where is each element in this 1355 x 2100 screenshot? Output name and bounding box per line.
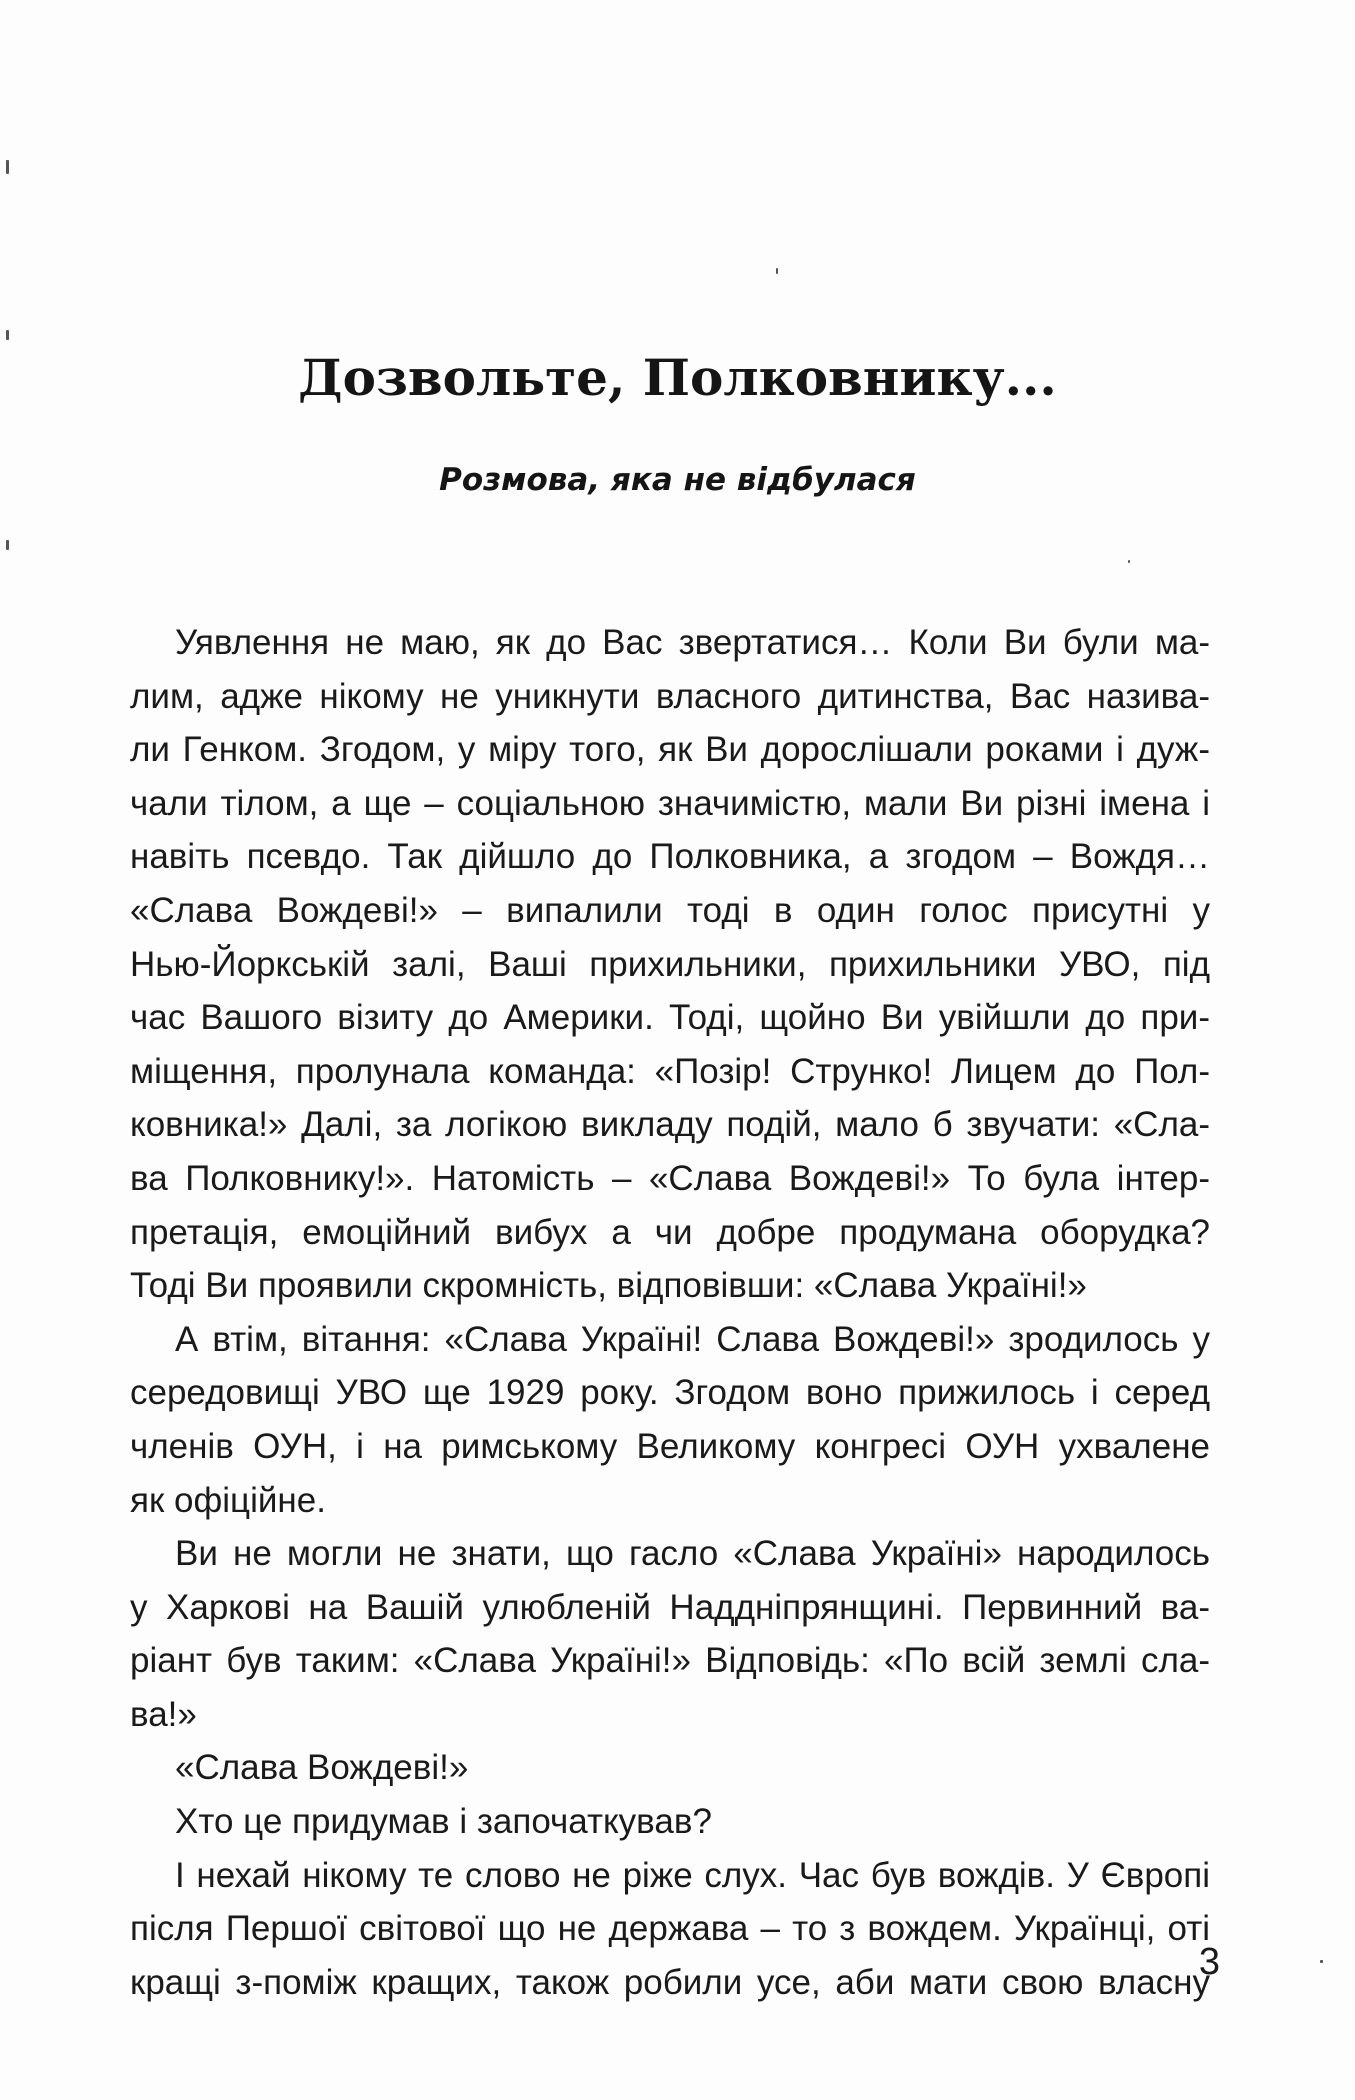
chapter-title: Дозвольте, Полковнику... — [298, 348, 1057, 407]
text-line: «Слава Вождеві!» – випалили тоді в один голос присутні у — [130, 890, 1210, 930]
scan-speck — [1320, 1960, 1323, 1963]
text-line: ковника!» Далі, за логікою викладу подій, мало б звучати: «Сла- — [130, 1105, 1210, 1145]
text-line: у Харкові на Вашій улюбленій Наддніпрянщині. Первинний ва- — [130, 1587, 1210, 1627]
scan-speck — [6, 160, 9, 174]
text-line: ріант був таким: «Слава Україні!» Відповідь: «По всій землі сла- — [130, 1641, 1210, 1681]
text-line: «Слава Вождеві!» — [175, 1748, 469, 1788]
text-line: членів ОУН, і на римському Великому конгресі ОУН ухвалене — [130, 1426, 1210, 1466]
text-line: міщення, пролунала команда: «Позір! Струнко! Лицем до Пол- — [130, 1051, 1210, 1091]
text-line: ва!» — [130, 1694, 197, 1734]
text-line: ва Полковнику!». Натомість – «Слава Вождеві!» То була інтер- — [130, 1158, 1210, 1198]
chapter-subtitle: Розмова, яка не відбулася — [439, 462, 916, 498]
text-line: Уявлення не маю, як до Вас звертатися… Коли Ви були ма- — [175, 623, 1210, 662]
scan-speck — [6, 330, 9, 340]
text-line: після Першої світової що не держава – то з вождем. Українці, оті — [130, 1909, 1210, 1949]
text-line: ли Генком. Згодом, у міру того, як Ви дорослішали роками і дуж- — [130, 730, 1210, 770]
scan-speck — [776, 268, 778, 274]
text-line: претація, емоційний вибух а чи добре продумана оборудка? — [130, 1212, 1210, 1252]
text-line: середовищі УВО ще 1929 року. Згодом воно прижилось і серед — [130, 1373, 1210, 1413]
text-line: Ви не могли не знати, що гасло «Слава Україні» народилось — [175, 1534, 1210, 1574]
text-line: Тоді Ви проявили скромність, відповівши: «Слава Україні!» — [130, 1266, 1087, 1306]
text-line: навіть псевдо. Так дійшло до Полковника, а згодом – Вождя… — [130, 837, 1210, 877]
text-line: кращі з-поміж кращих, також робили усе, аби мати свою власну — [130, 1962, 1210, 2002]
text-line: як офіційне. — [130, 1480, 326, 1520]
text-line: чали тілом, а ще – соціальною значимістю, мали Ви різні імена і — [130, 783, 1210, 823]
page-number: 3 — [1198, 1941, 1220, 1983]
text-line: Хто це придумав і започаткував? — [175, 1802, 712, 1842]
text-line: лим, адже нікому не уникнути власного дитинства, Вас назива- — [130, 676, 1210, 716]
scan-speck — [1128, 560, 1130, 563]
text-line: Нью-Йоркській залі, Ваші прихильники, прихильники УВО, під — [130, 944, 1210, 984]
text-line: А втім, вітання: «Слава Україні! Слава Вождеві!» зродилось у — [175, 1319, 1210, 1359]
body-text — [130, 616, 1210, 2009]
text-line: І нехай нікому те слово не ріже слух. Час був вождів. У Європі — [175, 1855, 1210, 1895]
text-line: час Вашого візиту до Америки. Тоді, щойно Ви увійшли до при- — [130, 998, 1210, 1038]
scan-speck — [6, 540, 9, 550]
